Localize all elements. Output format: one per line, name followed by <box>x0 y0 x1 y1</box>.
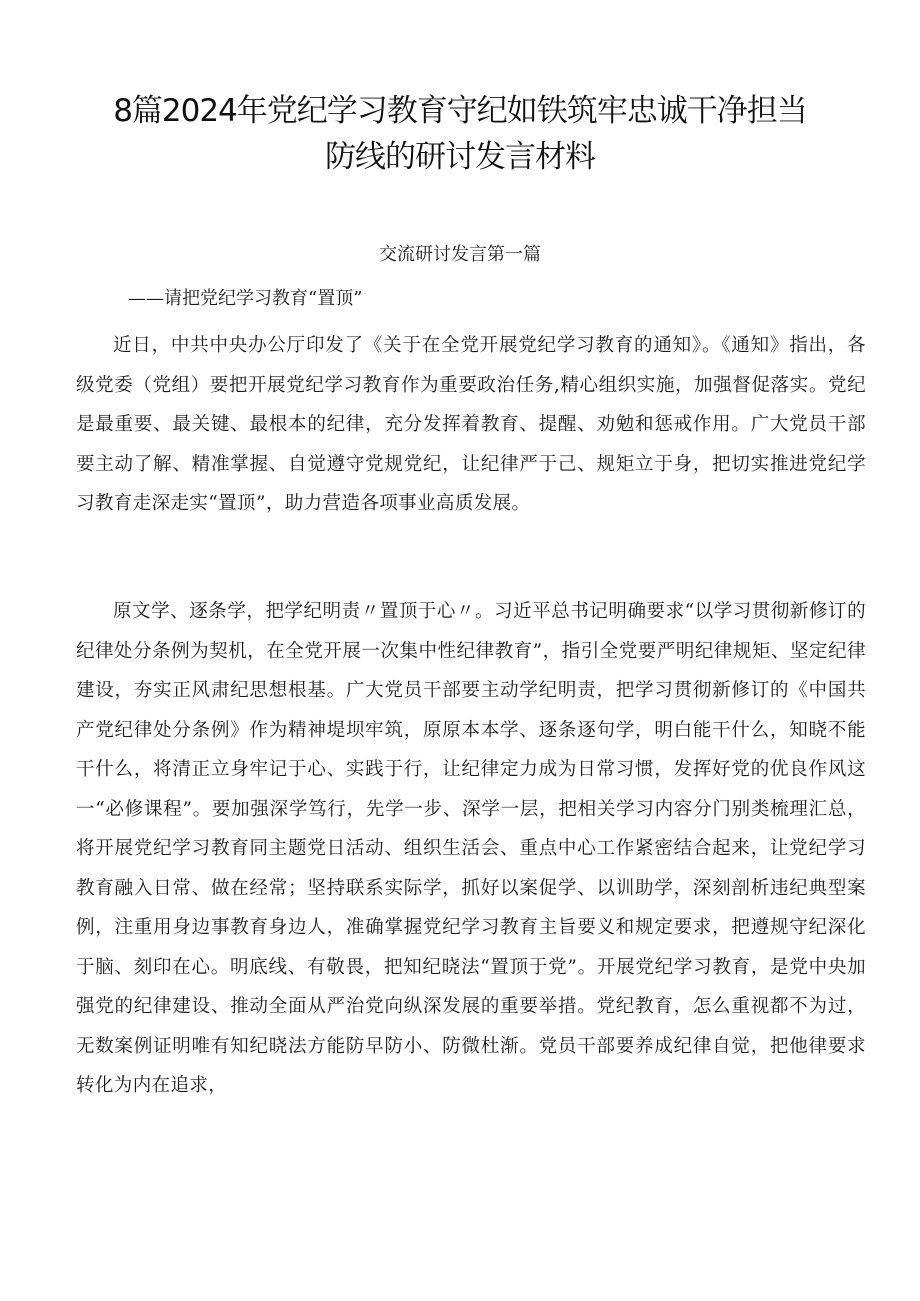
document-title <box>80 88 840 180</box>
paragraph-2: 原文学、逐条学，把学纪明责〃置顶于心〃。习近平总书记明确要求“以学习贯彻新修订的纪律处分条例为契机，在全党开展一次集中性纪律教育”，指引全党要严明纪律规矩、坚定纪律建设，夯实正风肃纪思想根基。广大党员干部要主动学纪明责，把学习贯彻新修订的《中国共产党纪律处分条例》作为精神堤坝牢筑，原原本本学、逐条逐句学，明白能干什么，知晓不能干什么，将清正立身牢记于心、实践于行，让纪律定力成为日常习惯，发挥好党的优良作风这一“必修课程”。要加强深学笃行，先学一步、深学一层，把相关学习内容分门别类梳理汇总，将开展党纪学习教育同主题党日活动、组织生活会、重点中心工作紧密结合起来，让党纪学习教育融入日常、做在经常；坚持联系实际学，抓好以案促学、以训助学，深刻剖析违纪典型案例，注重用身边事教育身边人，准确掌握党纪学习教育主旨要义和规定要求，把遵规守纪深化于脑、刻印在心。明底线、有敬畏，把知纪晓法“置顶于党”。开展党纪学习教育，是党中央加强党的纪律建设、推动全面从严治党向纵深发展的重要举措。党纪教育，怎么重视都不为过，无数案例证明唯有知纪晓法方能防早防小、防微杜渐。党员干部要养成纪律自觉，把他律要求转化为内在追求， <box>76 601 866 1096</box>
paragraph-1: 近日，中共中央办公厅印发了《关于在全党开展党纪学习教育的通知》。《通知》指出，各级党委（党组）要把开展党纪学习教育作为重要政治任务,精心组织实施，加强督促落实。党纪是最重要、最关键、最根本的纪律，充分发挥着教育、提醒、劝勉和惩戒作用。广大党员干部要主动了解、精准掌握、自觉遵守党规党纪，让纪律严于己、规矩立于身，把切实推进党纪学习教育走深走实“置顶”，助力营造各项事业高质发展。 <box>76 335 866 514</box>
title-line-2: 防线的研讨发言材料 <box>325 139 595 175</box>
subtitle: ——请把党纪学习教育“置顶” <box>128 288 363 309</box>
section-heading: 交流研讨发言第一篇 <box>379 244 541 265</box>
title-line-1: 8篇2024年党纪学习教育守纪如铁筑牢忠诚干净担当 <box>113 93 807 129</box>
